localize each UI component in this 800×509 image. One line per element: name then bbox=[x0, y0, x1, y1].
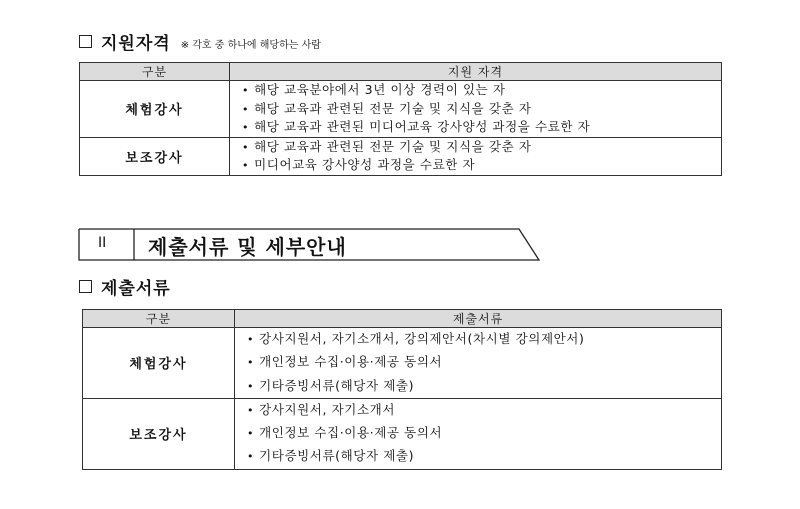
list-item: • 해당 교육분야에서 3년 이상 경력이 있는 자 bbox=[242, 81, 721, 100]
list-item: • 미디어교육 강사양성 과정을 수료한 자 bbox=[242, 156, 721, 175]
list-item: • 개인정보 수집·이용·제공 동의서 bbox=[247, 422, 721, 445]
table-row bbox=[83, 398, 722, 469]
section-banner bbox=[78, 228, 540, 261]
banner-title: 제출서류 및 세부안내 bbox=[148, 235, 347, 259]
list-item: • 기타증빙서류(해당자 제출) bbox=[247, 445, 721, 468]
checkbox-square-icon bbox=[79, 35, 92, 48]
header-category: 구분 bbox=[83, 310, 235, 328]
section-note: ※ 각호 중 하나에 해당하는 사람 bbox=[180, 39, 321, 51]
row-category: 보조강사 bbox=[83, 398, 235, 469]
table-row bbox=[83, 328, 722, 399]
documents-table bbox=[82, 309, 722, 470]
section-heading-documents bbox=[79, 274, 171, 299]
checkbox-square-icon bbox=[79, 280, 92, 293]
table-header-row bbox=[80, 63, 722, 81]
banner-number: II bbox=[98, 235, 107, 251]
table-row bbox=[80, 137, 722, 175]
list-item: • 해당 교육과 관련된 전문 기술 및 지식을 갖춘 자 bbox=[242, 100, 721, 119]
table-header-row bbox=[83, 310, 722, 328]
row-items bbox=[235, 328, 722, 399]
list-item: • 해당 교육과 관련된 전문 기술 및 지식을 갖춘 자 bbox=[242, 138, 721, 157]
list-item: • 강사지원서, 자기소개서, 강의제안서(차시별 강의제안서) bbox=[247, 328, 721, 351]
header-content: 제출서류 bbox=[235, 310, 722, 328]
section-title: 지원자격 bbox=[101, 34, 171, 54]
row-items bbox=[235, 398, 722, 469]
row-items bbox=[230, 81, 722, 138]
table-row bbox=[80, 81, 722, 138]
row-category: 체험강사 bbox=[80, 81, 230, 138]
list-item: • 강사지원서, 자기소개서 bbox=[247, 399, 721, 422]
row-category: 보조강사 bbox=[80, 137, 230, 175]
row-items bbox=[230, 137, 722, 175]
eligibility-table bbox=[79, 62, 722, 176]
section-title: 제출서류 bbox=[101, 279, 171, 299]
header-content: 지원 자격 bbox=[230, 63, 722, 81]
list-item: • 개인정보 수집·이용·제공 동의서 bbox=[247, 351, 721, 374]
header-category: 구분 bbox=[80, 63, 230, 81]
section-heading-eligibility bbox=[79, 29, 321, 54]
list-item: • 해당 교육과 관련된 미디어교육 강사양성 과정을 수료한 자 bbox=[242, 118, 721, 137]
row-category: 체험강사 bbox=[83, 328, 235, 399]
list-item: • 기타증빙서류(해당자 제출) bbox=[247, 375, 721, 398]
